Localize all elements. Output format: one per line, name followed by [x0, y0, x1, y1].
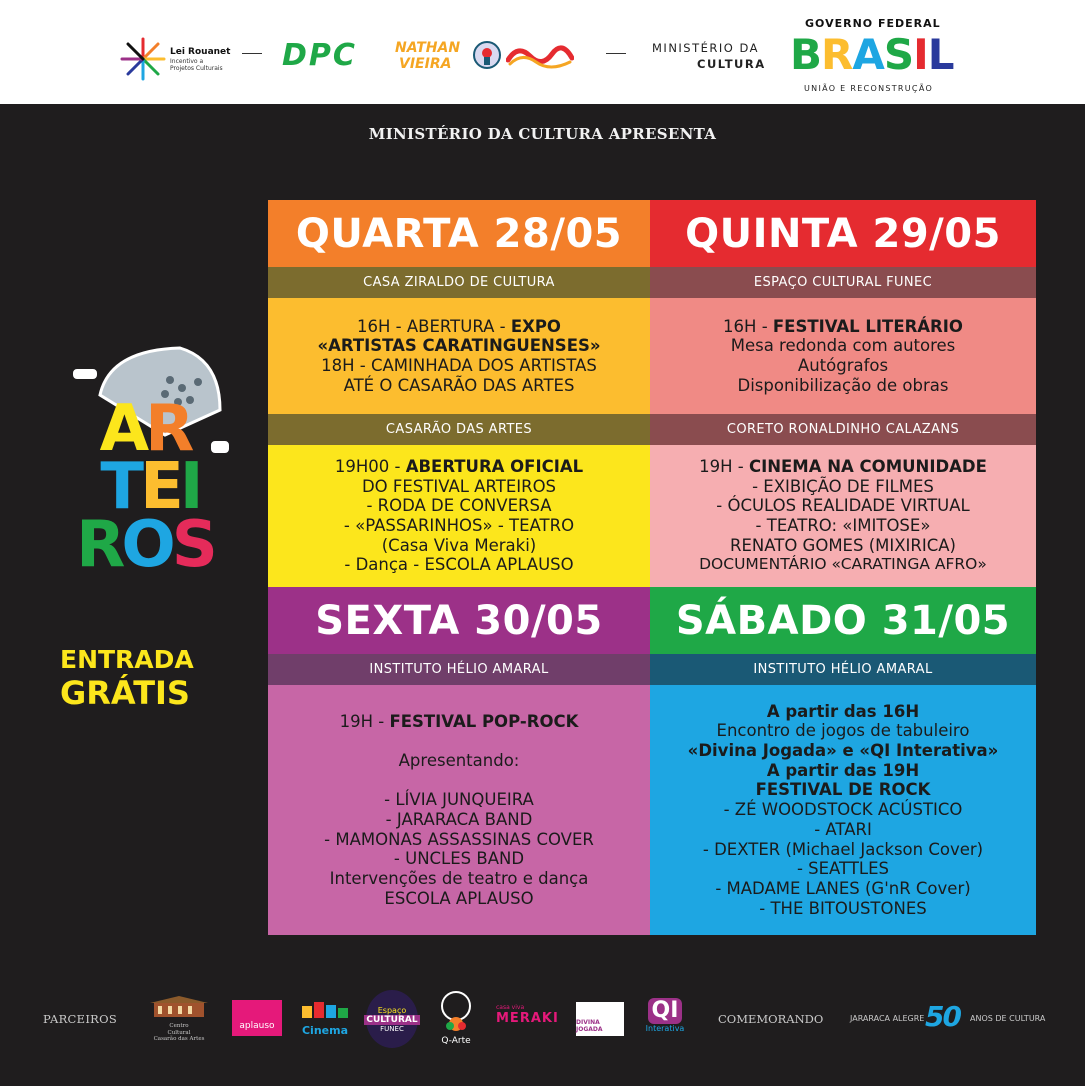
rouanet-sub1: Incentivo a	[170, 58, 204, 65]
program-line: (Casa Viva Meraki)	[381, 535, 537, 555]
brasil-wordmark: B R A S I L	[790, 30, 954, 79]
dpc-logo: DPC	[282, 38, 357, 73]
centro-line1: Centro	[169, 1023, 189, 1029]
afro-head-icon	[436, 990, 476, 1032]
fri-program	[268, 685, 650, 935]
nathan-line2: VIEIRA	[399, 56, 452, 72]
program-line: - SEATTLES	[796, 859, 890, 879]
program-line: - RODA DE CONVERSA	[366, 496, 552, 516]
venue-casarao-artes: CASARÃO DAS ARTES	[268, 414, 650, 445]
program-line: - Dança - ESCOLA APLAUSO	[344, 555, 574, 575]
day-header-sabado: SÁBADO 31/05	[650, 587, 1036, 654]
entrada-label: ENTRADA	[60, 645, 194, 674]
divina-label: DIVINA JOGADA	[576, 1019, 603, 1033]
program-line: - DEXTER (Michael Jackson Cover)	[702, 839, 984, 859]
program-line: Intervenções de teatro e dança	[329, 869, 589, 889]
program-line: Mesa redonda com autores	[730, 336, 956, 356]
qarte-label: Q-Arte	[441, 1036, 471, 1046]
meraki-small-label: casa viva	[496, 1004, 525, 1011]
aplauso-label: aplauso	[239, 1021, 275, 1031]
building-icon	[148, 995, 210, 1019]
aplauso-logo	[232, 1000, 282, 1036]
cinema-logo	[298, 1000, 352, 1040]
program-line: Apresentando:	[398, 750, 520, 770]
jararaca-logo-icon	[506, 40, 574, 70]
venue-espaco-funec: ESPAÇO CULTURAL FUNEC	[650, 267, 1036, 298]
wed-afternoon-program	[268, 298, 650, 414]
program-line: - TEATRO: «IMITOSE»	[755, 516, 931, 535]
divider	[606, 53, 626, 54]
venue-casa-ziraldo: CASA ZIRALDO DE CULTURA	[268, 267, 650, 298]
program-line: - «PASSARINHOS» - TEATRO	[343, 516, 575, 535]
partners-label: PARCEIROS	[43, 1012, 118, 1026]
program-line: A partir das 19H	[766, 760, 920, 780]
venue-instituto-sat: INSTITUTO HÉLIO AMARAL	[650, 654, 1036, 685]
arteiros-word: AR TEI ROS	[76, 392, 214, 582]
program-line: DOCUMENTÁRIO «CARATINGA AFRO»	[699, 555, 987, 574]
rouanet-starburst-icon	[120, 37, 166, 81]
program-line: 19H - FESTIVAL POP-ROCK	[339, 711, 579, 731]
meraki-label: MERAKI	[496, 1011, 559, 1026]
program-line: Autógrafos	[797, 356, 889, 375]
nathan-line1: NATHAN	[395, 40, 461, 56]
presents-heading: MINISTÉRIO DA CULTURA APRESENTA	[368, 125, 717, 143]
program-line: 19H - CINEMA NA COMUNIDADE	[699, 456, 987, 476]
centro-line3: Casarão das Artes	[153, 1036, 205, 1042]
program-line: RENATO GOMES (MIXIRICA)	[730, 535, 956, 555]
ministerio-line1: MINISTÉRIO DA	[652, 41, 760, 55]
program-line: - JARARACA BAND	[385, 809, 533, 829]
round-emblem-icon	[472, 40, 502, 70]
thu-evening-program	[650, 445, 1036, 587]
centro-line2: Cultural	[167, 1029, 191, 1036]
governo-federal: GOVERNO FEDERAL	[805, 17, 941, 30]
program-line: 16H - FESTIVAL LITERÁRIO	[723, 316, 963, 336]
espaco-cultural-funec-logo	[366, 990, 418, 1048]
program-line: - MAMONAS ASSASSINAS COVER	[324, 829, 594, 849]
venue-coreto: CORETO RONALDINHO CALAZANS	[650, 414, 1036, 445]
entrada-gratis	[60, 645, 240, 711]
program-line: ATÉ O CASARÃO DAS ARTES	[343, 375, 575, 395]
rouanet-sub2: Projetos Culturais	[170, 65, 223, 72]
program-line: Encontro de jogos de tabuleiro	[716, 721, 970, 741]
q-arte-logo	[436, 990, 476, 1046]
program-line: - UNCLES BAND	[393, 849, 525, 869]
jararaca-alegre-label: JARARACA ALEGRE	[850, 1014, 925, 1023]
day-header-sexta: SEXTA 30/05	[268, 587, 650, 654]
ministerio-line2: CULTURA	[697, 57, 766, 71]
qi-label: QI	[648, 998, 682, 1024]
program-line: - ATARI	[814, 819, 872, 839]
cinema-houses-icon	[298, 1000, 352, 1020]
gratis-label: GRÁTIS	[60, 674, 190, 712]
program-line: - MADAME LANES (G'nR Cover)	[715, 878, 971, 898]
program-line: Disponibilização de obras	[737, 375, 949, 395]
thu-afternoon-program	[650, 298, 1036, 414]
cinema-label: Cinema	[301, 1024, 349, 1037]
sponsor-header	[0, 0, 1085, 104]
program-line: FESTIVAL DE ROCK	[755, 780, 931, 800]
qi-interativa-logo	[640, 998, 690, 1044]
program-line: 19H00 - ABERTURA OFICIAL	[334, 456, 584, 476]
rouanet-title: Lei Rouanet	[170, 47, 231, 57]
program-line: DO FESTIVAL ARTEIROS	[361, 476, 557, 496]
program-line: «Divina Jogada» e «QI Interativa»	[687, 741, 999, 761]
espaco-line1: Espaço	[377, 1005, 407, 1015]
fifty-years-mark: 50	[925, 1000, 960, 1033]
program-line: - EXIBIÇÃO DE FILMES	[752, 476, 934, 496]
arteiros-logo	[55, 340, 235, 712]
comemorando-label: COMEMORANDO	[718, 1012, 824, 1026]
interativa-label: Interativa	[645, 1024, 685, 1033]
program-line: - THE BITOUSTONES	[759, 898, 927, 918]
day-header-quarta: QUARTA 28/05	[268, 200, 650, 267]
program-line: ESCOLA APLAUSO	[384, 888, 534, 908]
espaco-line3: FUNEC	[380, 1024, 404, 1033]
uniao-reconstrucao: UNIÃO E RECONSTRUÇÃO	[804, 84, 934, 93]
nathan-vieira-logo	[395, 40, 460, 72]
casa-viva-meraki-logo	[496, 1004, 562, 1032]
program-line: A partir das 16H	[766, 701, 920, 721]
program-line: «ARTISTAS CARATINGUENSES»	[317, 336, 601, 356]
divina-jogada-logo	[576, 1002, 624, 1036]
program-line: - LÍVIA JUNQUEIRA	[384, 790, 534, 810]
day-header-quinta: QUINTA 29/05	[650, 200, 1036, 267]
divider	[242, 53, 262, 54]
program-line: 18H - CAMINHADA DOS ARTISTAS	[321, 356, 597, 375]
anos-de-cultura-label: ANOS DE CULTURA	[970, 1014, 1046, 1023]
centro-cultural-logo	[148, 995, 210, 1043]
espaco-line2: CULTURAL	[366, 1014, 418, 1025]
program-line: - ZÉ WOODSTOCK ACÚSTICO	[723, 800, 963, 820]
wed-evening-program	[268, 445, 650, 587]
venue-instituto-fri: INSTITUTO HÉLIO AMARAL	[268, 654, 650, 685]
sat-program	[650, 685, 1036, 935]
program-line: - ÓCULOS REALIDADE VIRTUAL	[716, 496, 970, 516]
program-line: 16H - ABERTURA - EXPO	[357, 316, 561, 336]
